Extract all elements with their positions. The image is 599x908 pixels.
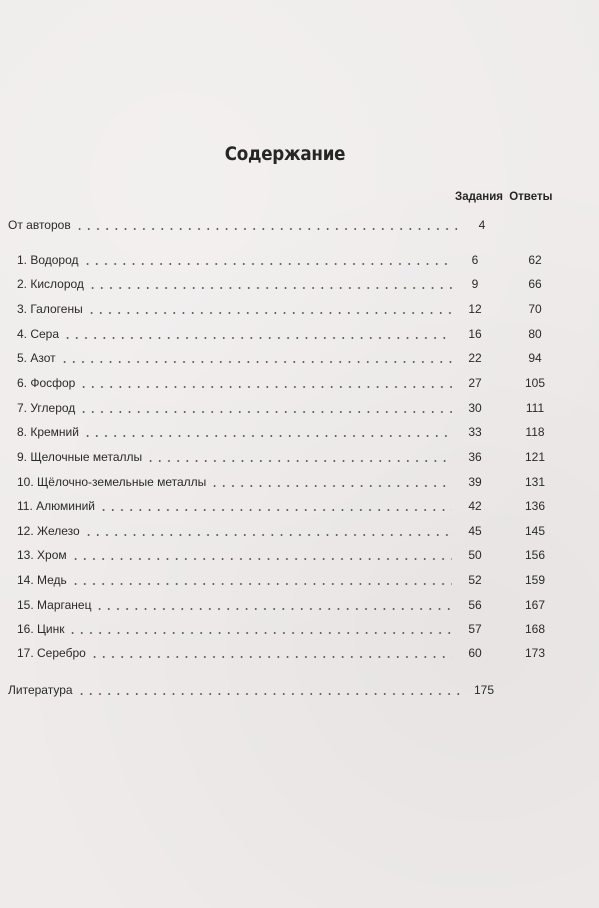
dot-leader (146, 460, 452, 462)
toc-row-tasks-page: 27 (468, 376, 482, 390)
dot-leader (71, 583, 452, 585)
dot-leader (88, 287, 452, 289)
toc-row-label: Литература (8, 683, 73, 697)
answers-column-header: Ответы (509, 191, 553, 203)
dot-leader (95, 608, 452, 610)
dot-leader (79, 411, 452, 413)
toc-row-label: 11. Алюминий (17, 499, 95, 513)
toc-row-references (0, 682, 599, 698)
toc-row-answers-page: 156 (524, 548, 546, 562)
column-headers (455, 191, 552, 203)
toc-row (0, 400, 599, 416)
toc-row-label: 9. Щелочные металлы (17, 450, 143, 464)
toc-row-tasks-page: 60 (468, 646, 482, 660)
toc-row-answers-page: 66 (528, 277, 542, 291)
toc-row-answers-page: 118 (525, 425, 545, 439)
dot-leader (79, 386, 452, 388)
dot-leader (71, 558, 452, 560)
toc-row-tasks-page: 36 (468, 450, 482, 464)
dot-leader (87, 312, 452, 314)
toc-row-label: 17. Серебро (17, 646, 86, 660)
toc-row-tasks-page: 52 (468, 573, 482, 587)
toc-row-answers-page: 111 (525, 401, 545, 415)
toc-row-authors (0, 217, 599, 233)
toc-row-label: 10. Щёлочно-земельные металлы (17, 475, 207, 489)
toc-row-label: 12. Железо (17, 524, 80, 538)
toc-row-label: 8. Кремний (17, 425, 79, 439)
toc-row-label: 6. Фосфор (17, 376, 76, 390)
toc-row-tasks-page: 9 (471, 277, 479, 291)
toc-row-label: 3. Галогены (17, 302, 83, 316)
toc-row-tasks-page: 45 (468, 524, 482, 538)
dot-leader (75, 228, 458, 230)
toc-row-tasks-page: 12 (468, 302, 482, 316)
page-title: Содержание (224, 143, 346, 165)
dot-leader (68, 632, 452, 634)
toc-row-tasks-page: 56 (468, 598, 482, 612)
toc-row-answers-page: 159 (524, 573, 546, 587)
toc-row-label: 15. Марганец (17, 598, 92, 612)
toc-row (0, 375, 599, 391)
toc-row (0, 597, 599, 613)
toc-row (0, 424, 599, 440)
toc-row-answers-page: 136 (524, 499, 546, 513)
toc-row-tasks-page: 175 (473, 683, 495, 697)
toc-row-answers-page: 105 (524, 376, 546, 390)
dot-leader (60, 361, 452, 363)
toc-row-tasks-page: 30 (468, 401, 482, 415)
toc-row-label: 4. Сера (17, 327, 60, 341)
toc-row (0, 572, 599, 588)
toc-row-answers-page: 70 (528, 302, 542, 316)
dot-leader (210, 485, 452, 487)
toc-row (0, 645, 599, 661)
toc-row-label: 2. Кислород (17, 277, 84, 291)
toc-row-tasks-page: 57 (468, 622, 482, 636)
dot-leader (99, 509, 452, 511)
toc-row-label: 1. Водород (17, 253, 79, 267)
toc-row-label: 14. Медь (17, 573, 67, 587)
toc-row-answers-page: 173 (524, 646, 546, 660)
toc-row-answers-page: 62 (528, 253, 542, 267)
toc-row (0, 449, 599, 465)
toc-row-label: 13. Хром (17, 548, 67, 562)
dot-leader (63, 337, 452, 339)
dot-leader (90, 656, 452, 658)
toc-row-tasks-page: 50 (468, 548, 482, 562)
toc-row-tasks-page: 6 (471, 253, 479, 267)
toc-row (0, 621, 599, 637)
toc-row-answers-page: 94 (528, 351, 542, 365)
toc-row-answers-page: 80 (528, 327, 542, 341)
dot-leader (84, 534, 452, 536)
toc-row-answers-page: 168 (524, 622, 546, 636)
toc-row (0, 350, 599, 366)
toc-row (0, 276, 599, 292)
toc-row (0, 326, 599, 342)
dot-leader (83, 435, 452, 437)
dot-leader (83, 263, 452, 265)
toc-row-tasks-page: 42 (468, 499, 482, 513)
toc-row (0, 523, 599, 539)
toc-row-answers-page: 121 (524, 450, 546, 464)
toc-row-answers-page: 167 (524, 598, 546, 612)
toc-row-label: 5. Азот (17, 351, 56, 365)
toc-row-tasks-page: 16 (468, 327, 482, 341)
toc-row-tasks-page: 33 (468, 425, 482, 439)
toc-row-answers-page: 145 (524, 524, 546, 538)
toc-row-label: 7. Углерод (17, 401, 76, 415)
dot-leader (77, 693, 460, 695)
toc-row-label: От авторов (8, 218, 71, 232)
toc-row (0, 547, 599, 563)
tasks-column-header: Задания (455, 191, 504, 203)
toc-row-tasks-page: 39 (468, 475, 482, 489)
toc-row (0, 498, 599, 514)
toc-row-label: 16. Цинк (17, 622, 65, 636)
toc-row (0, 301, 599, 317)
toc-row-tasks-page: 4 (478, 218, 486, 232)
toc-row-tasks-page: 22 (468, 351, 482, 365)
toc-row (0, 474, 599, 490)
toc-row-answers-page: 131 (524, 475, 546, 489)
toc-row (0, 252, 599, 268)
